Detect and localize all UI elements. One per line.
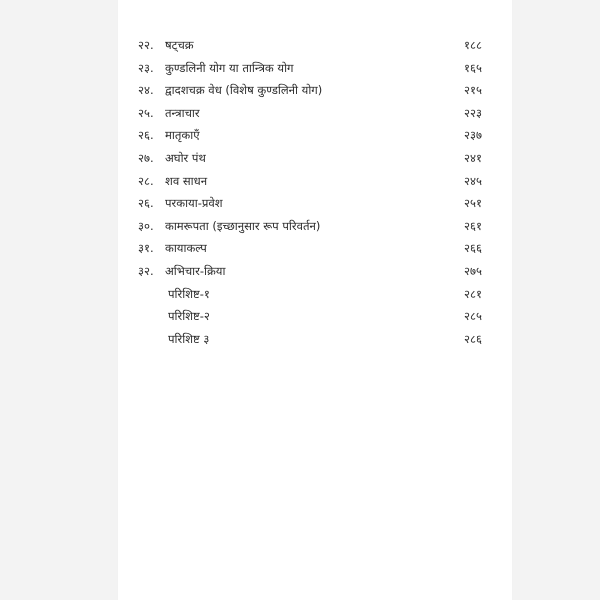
entry-title: अघोर पंथ bbox=[165, 150, 206, 165]
entry-page-number: २५१ bbox=[464, 196, 482, 211]
entry-number: ३२. bbox=[138, 263, 154, 278]
toc-entry bbox=[138, 36, 498, 59]
entry-number: २६. bbox=[138, 196, 154, 211]
toc-entry bbox=[138, 172, 498, 195]
toc-appendix-entry bbox=[138, 285, 498, 308]
entry-page-number: २७५ bbox=[464, 263, 482, 278]
toc-entry bbox=[138, 126, 498, 149]
toc-entry bbox=[138, 239, 498, 262]
entry-page-number: २६६ bbox=[464, 241, 482, 256]
entry-page-number: १८८ bbox=[464, 38, 482, 52]
entry-number: २२. bbox=[138, 38, 154, 52]
appendix-title: परिशिष्ट-२ bbox=[168, 309, 210, 324]
appendix-title: परिशिष्ट-१ bbox=[168, 286, 210, 301]
entry-page-number: २१५ bbox=[464, 83, 482, 98]
toc-entry bbox=[138, 59, 498, 82]
entry-number: २४. bbox=[138, 83, 154, 98]
toc-entry bbox=[138, 194, 498, 217]
entry-number: ३१. bbox=[138, 241, 154, 256]
entry-number: २५. bbox=[138, 105, 154, 120]
entry-number: ३०. bbox=[138, 218, 154, 233]
toc-entry bbox=[138, 217, 498, 240]
entry-page-number: १६५ bbox=[464, 60, 482, 75]
entry-number: २३. bbox=[138, 60, 154, 75]
entry-title: अभिचार-क्रिया bbox=[165, 263, 226, 278]
entry-title: कुण्डलिनी योग या तान्त्रिक योग bbox=[165, 60, 294, 75]
entry-number: २८. bbox=[138, 173, 154, 188]
toc-appendix-entry bbox=[138, 330, 498, 353]
toc-entry bbox=[138, 104, 498, 127]
appendix-page-number: २८५ bbox=[464, 309, 482, 324]
toc-entry bbox=[138, 81, 498, 104]
appendix-title: परिशिष्ट ३ bbox=[168, 331, 210, 346]
document-page bbox=[118, 0, 512, 600]
entry-title: कामरूपता (इच्छानुसार रूप परिवर्तन) bbox=[165, 218, 321, 233]
entry-title: परकाया-प्रवेश bbox=[165, 196, 223, 211]
entry-page-number: २२३ bbox=[464, 105, 482, 120]
entry-title: षट्चक्र bbox=[165, 38, 194, 52]
entry-page-number: २४१ bbox=[464, 150, 482, 165]
appendix-page-number: २८६ bbox=[464, 331, 482, 346]
entry-number: २७. bbox=[138, 150, 154, 165]
entry-title: द्वादशचक्र वेध (विशेष कुण्डलिनी योग) bbox=[165, 83, 323, 98]
entry-title: तन्त्राचार bbox=[165, 105, 200, 120]
entry-page-number: २३७ bbox=[464, 128, 482, 143]
entry-page-number: २४५ bbox=[464, 173, 482, 188]
entry-page-number: २६१ bbox=[464, 218, 482, 233]
entry-title: शव साधन bbox=[165, 173, 208, 188]
toc-appendix-entry bbox=[138, 307, 498, 330]
entry-number: २६. bbox=[138, 128, 154, 143]
toc-entry bbox=[138, 149, 498, 172]
toc-entry bbox=[138, 262, 498, 285]
table-of-contents bbox=[138, 36, 498, 352]
entry-title: कायाकल्प bbox=[165, 241, 207, 256]
entry-title: मातृकाएँ bbox=[165, 128, 200, 143]
appendix-page-number: २८१ bbox=[464, 286, 482, 301]
